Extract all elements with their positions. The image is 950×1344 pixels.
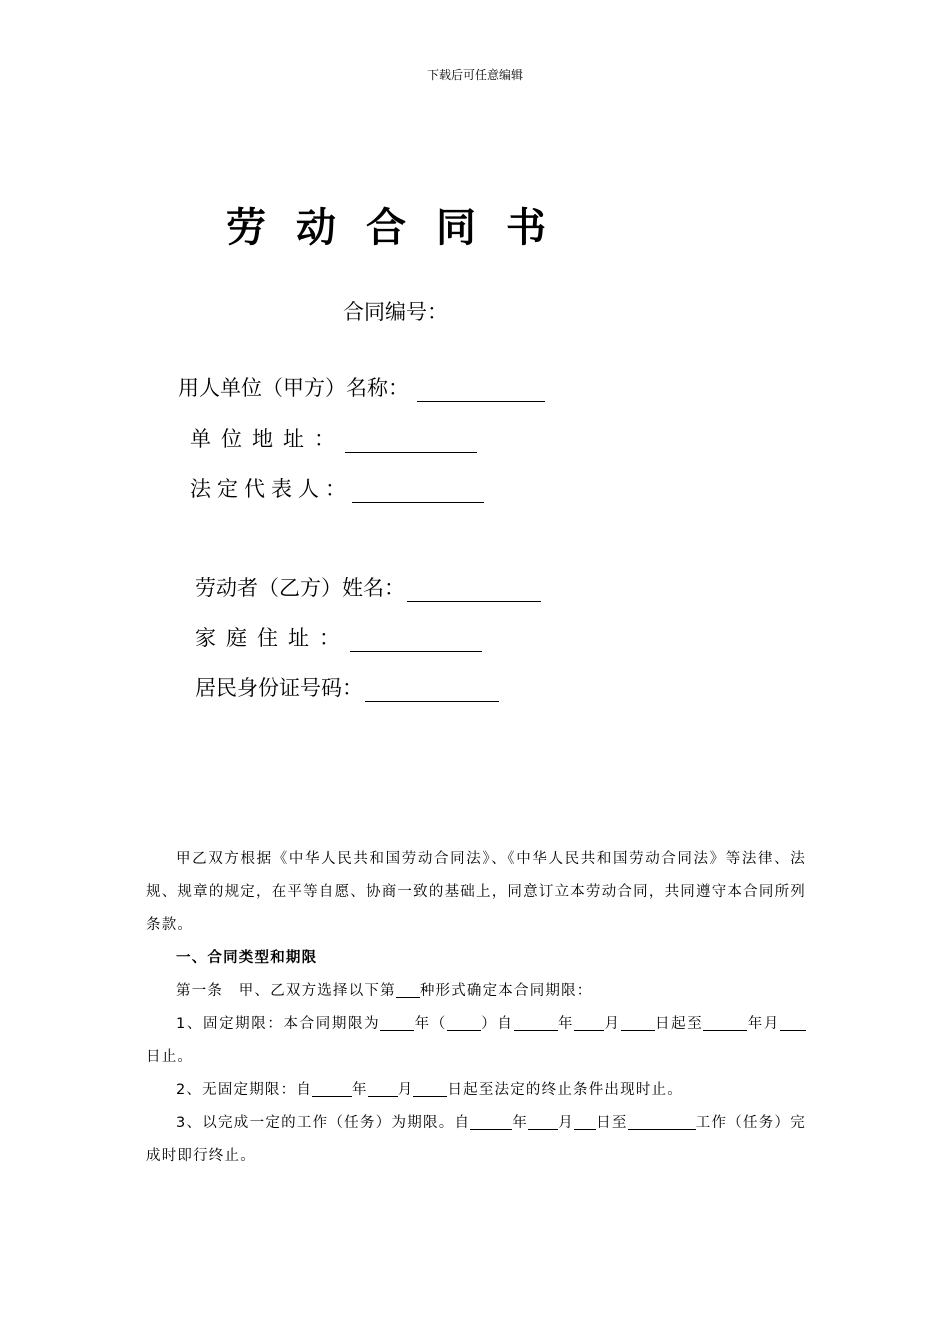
item-1-text-h: 月 bbox=[763, 1016, 781, 1032]
item-3-text-e: 工作（任务）完成时即行终止。 bbox=[146, 1115, 807, 1164]
employer-address-blank bbox=[345, 430, 477, 453]
employer-name-label: 用人单位（甲方）名称： bbox=[178, 376, 409, 400]
item-1-text-b: 年（ bbox=[414, 1016, 447, 1032]
item-1-blank-2 bbox=[447, 1014, 481, 1031]
item-3-text-b: 年 bbox=[512, 1115, 529, 1131]
header-note: 下载后可任意编辑 bbox=[426, 68, 523, 82]
item-3-blank-1 bbox=[470, 1113, 512, 1130]
item-3-text-a: 3、以完成一定的工作（任务）为期限。自 bbox=[176, 1115, 471, 1131]
item-1-blank-1 bbox=[380, 1014, 414, 1031]
item-2-text-d: 日起至法定的终止条件出现时止。 bbox=[447, 1082, 683, 1098]
item-3-blank-2 bbox=[528, 1113, 558, 1130]
item-2-text-b: 年 bbox=[352, 1082, 368, 1098]
employee-home-label: 家庭住址： bbox=[195, 626, 350, 650]
section-1-title: 一、合同类型和期限 bbox=[176, 950, 318, 966]
item-1-text-e: 月 bbox=[604, 1016, 621, 1032]
item-1-blank-3 bbox=[514, 1014, 558, 1031]
item-2-text-c: 月 bbox=[397, 1082, 414, 1098]
employer-address-field bbox=[190, 423, 477, 453]
item-1-blank-6 bbox=[703, 1014, 747, 1031]
employee-name-field bbox=[195, 572, 541, 602]
document-title: 劳动合同书 bbox=[226, 205, 576, 251]
employer-rep-field bbox=[190, 473, 484, 503]
employer-rep-label: 法定代表人： bbox=[190, 477, 352, 501]
article-1-text-a: 第一条 甲、乙双方选择以下第 bbox=[176, 983, 396, 999]
item-1-blank-7 bbox=[780, 1014, 806, 1031]
item-3-text-d: 日至 bbox=[596, 1115, 628, 1131]
item-1-text-f: 日起至 bbox=[654, 1016, 704, 1032]
item-1-fixed-term bbox=[146, 1008, 806, 1074]
intro-paragraph: 甲乙双方根据《中华人民共和国劳动合同法》、《中华人民共和国劳动合同法》等法律、法规、规章的规定，在平等自愿、协商一致的基础上，同意订立本劳动合同，共同遵守本合同所列条款。 bbox=[146, 851, 806, 933]
employee-home-field bbox=[195, 622, 482, 652]
article-1-text-b: 种形式确定本合同期限： bbox=[419, 983, 593, 999]
item-3-text-c: 月 bbox=[558, 1115, 575, 1131]
employee-id-field bbox=[195, 672, 499, 702]
item-1-text-g: 年 bbox=[747, 1016, 764, 1032]
employer-name-blank bbox=[417, 379, 545, 402]
employer-name-field bbox=[178, 372, 545, 402]
employee-home-blank bbox=[350, 629, 482, 652]
article-1-blank bbox=[396, 981, 420, 998]
employer-address-label: 单位地址： bbox=[190, 427, 345, 451]
employer-rep-blank bbox=[352, 480, 484, 503]
item-3-blank-3 bbox=[574, 1113, 596, 1130]
employee-id-label: 居民身份证号码： bbox=[195, 676, 363, 700]
employee-id-blank bbox=[365, 679, 499, 702]
item-1-text-d: 年 bbox=[557, 1016, 575, 1032]
item-3-blank-4 bbox=[628, 1113, 696, 1130]
contract-number-label: 合同编号： bbox=[343, 300, 448, 324]
item-1-blank-4 bbox=[574, 1014, 604, 1031]
article-1 bbox=[146, 975, 806, 1008]
item-1-text-c: ）自 bbox=[480, 1016, 514, 1032]
item-1-blank-5 bbox=[621, 1014, 655, 1031]
employee-name-blank bbox=[407, 579, 541, 602]
item-1-text-a: 1、固定期限：本合同期限为 bbox=[176, 1016, 381, 1032]
item-2-blank-1 bbox=[312, 1080, 352, 1097]
employee-name-label: 劳动者（乙方）姓名： bbox=[195, 576, 405, 600]
item-2-open-term bbox=[146, 1074, 806, 1107]
item-1-text-i: 日止。 bbox=[146, 1049, 194, 1065]
item-2-blank-3 bbox=[413, 1080, 447, 1097]
contract-body bbox=[146, 843, 806, 1173]
item-3-task-term bbox=[146, 1107, 806, 1173]
item-2-blank-2 bbox=[368, 1080, 398, 1097]
item-2-text-a: 2、无固定期限：自 bbox=[176, 1082, 313, 1098]
